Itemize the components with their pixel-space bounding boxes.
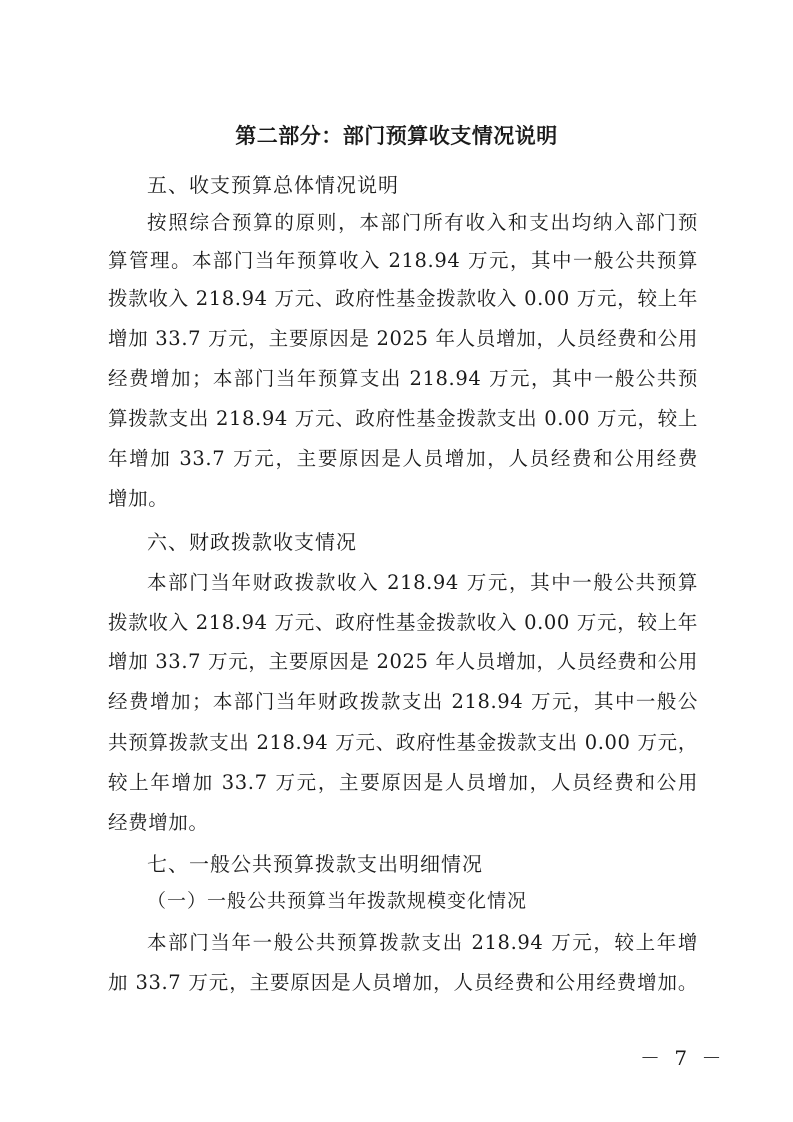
paragraph-line: 算拨款支出 218.94 万元、政府性基金拨款支出 0.00 万元，较上 — [108, 407, 698, 430]
paragraph-line: 较上年增加 33.7 万元，主要原因是人员增加，人员经费和公用 — [108, 771, 698, 794]
paragraph-line: 增加。 — [108, 487, 169, 510]
page-number: － 7 － — [640, 1046, 726, 1070]
paragraph-line: 经费增加；本部门当年预算支出 218.94 万元，其中一般公共预 — [108, 367, 698, 390]
paragraph-line: 经费增加；本部门当年财政拨款支出 218.94 万元，其中一般公 — [108, 690, 698, 713]
section-heading: 七、一般公共预算拨款支出明细情况 — [147, 852, 483, 876]
paragraph-line: 按照综合预算的原则，本部门所有收入和支出均纳入部门预 — [147, 211, 698, 234]
paragraph-line: 拨款收入 218.94 万元、政府性基金拨款收入 0.00 万元，较上年 — [108, 611, 698, 634]
subsection-heading: （一）一般公共预算当年拨款规模变化情况 — [147, 890, 528, 912]
paragraph-line: 经费增加。 — [108, 811, 209, 834]
section-heading: 五、收支预算总体情况说明 — [147, 173, 399, 197]
paragraph-line: 共预算拨款支出 218.94 万元、政府性基金拨款支出 0.00 万元， — [108, 731, 698, 754]
paragraph-line: 本部门当年财政拨款收入 218.94 万元，其中一般公共预算 — [147, 571, 698, 594]
paragraph-line: 算管理。本部门当年预算收入 218.94 万元，其中一般公共预算 — [108, 249, 698, 272]
paragraph-line: 年增加 33.7 万元，主要原因是人员增加，人员经费和公用经费 — [108, 447, 698, 470]
paragraph-line: 加 33.7 万元，主要原因是人员增加，人员经费和公用经费增加。 — [108, 971, 698, 994]
page-title: 第二部分：部门预算收支情况说明 — [235, 123, 558, 148]
paragraph-line: 增加 33.7 万元，主要原因是 2025 年人员增加，人员经费和公用 — [108, 327, 698, 350]
section-heading: 六、财政拨款收支情况 — [147, 530, 357, 554]
paragraph-line: 拨款收入 218.94 万元、政府性基金拨款收入 0.00 万元，较上年 — [108, 287, 698, 310]
paragraph-line: 本部门当年一般公共预算拨款支出 218.94 万元，较上年增 — [147, 931, 698, 954]
paragraph-line: 增加 33.7 万元，主要原因是 2025 年人员增加，人员经费和公用 — [108, 650, 698, 673]
